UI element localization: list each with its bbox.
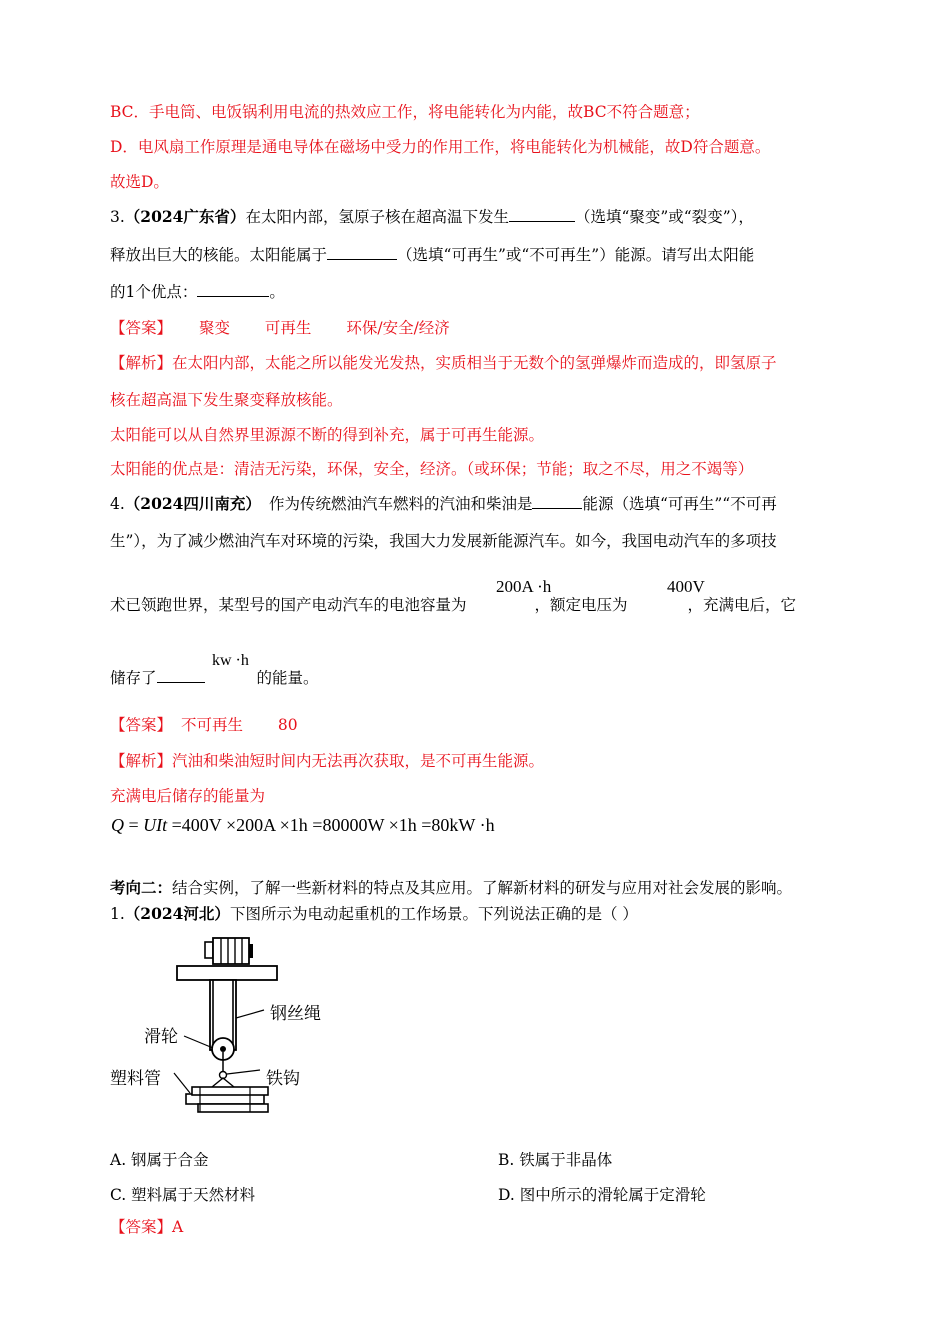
label-hook: 铁钩 [266, 1069, 300, 1089]
label-pulley: 滑轮 [144, 1027, 178, 1047]
crane-beam [177, 966, 277, 980]
q4-text: 能源（选填“可再生”“不可再 [582, 495, 777, 513]
q3-blank-1[interactable] [509, 207, 575, 222]
q4-text: 术已领跑世界，某型号的国产电动汽车的电池容量为 [110, 596, 467, 614]
analysis-tag: 【解析】 [110, 354, 173, 372]
q3-answer-1: 聚变 [198, 319, 230, 337]
q3-answer-3: 环保/安全/经济 [346, 319, 450, 337]
q3-analysis-2: 核在超高温下发生聚变释放核能。 [110, 391, 343, 409]
label-pipe: 塑料管 [110, 1069, 161, 1089]
q4-blank-1[interactable] [532, 494, 582, 509]
formula-q: Q [111, 815, 124, 835]
answer-tag: 【答案】 [110, 1218, 173, 1236]
q3-source: （2024广东省） [124, 207, 246, 226]
q1-line-1 [110, 904, 638, 924]
q3-text: 。 [269, 283, 285, 301]
q3-text: （选填“聚变”或“裂变”）， [574, 208, 754, 226]
q3-line-1 [110, 207, 754, 227]
crane-figure [100, 930, 350, 1120]
q4-answer-2: 80 [277, 716, 298, 734]
section2-text: 结合实例，了解一些新材料的特点及其应用。了解新材料的研发与应用对社会发展的影响。 [172, 879, 793, 897]
analysis-line-bc: BC．手电筒、电饭锅利用电流的热效应工作，将电能转化为内能，故BC不符合题意； [110, 103, 700, 121]
q4-number: 4. [110, 495, 125, 513]
q4-line-1 [110, 494, 777, 514]
label-rope: 钢丝绳 [270, 1004, 321, 1024]
option-d[interactable]: D. 图中所示的滑轮属于定滑轮 [498, 1186, 706, 1204]
q1-answer [110, 1217, 183, 1237]
option-c[interactable]: C. 塑料属于天然材料 [110, 1186, 256, 1204]
q4-text: ，额定电压为 [534, 596, 628, 614]
formula-uit: UIt [143, 815, 168, 835]
q4-text: ，充满电后，它 [687, 596, 797, 614]
analysis-tag: 【解析】 [110, 752, 173, 770]
q3-line-3 [110, 282, 285, 302]
analysis-line-d: D．电风扇工作原理是通电导体在磁场中受力的作用工作，将电能转化为机械能，故D符合题意。 [110, 138, 771, 156]
q1-number: 1. [110, 905, 125, 923]
q3-text: 在太阳内部，氢原子核在超高温下发生 [245, 208, 509, 226]
q3-line-2 [110, 245, 754, 265]
q4-source: （2024四川南充） [124, 494, 261, 513]
q1-answer-value: A [172, 1218, 184, 1236]
q4-analysis-2: 充满电后储存的能量为 [110, 787, 266, 805]
q4-answer-1: 不可再生 [180, 716, 243, 734]
section2-title: 考向二： [110, 878, 173, 897]
formula-rest: =400V ×200A ×1h =80000W ×1h =80kW ·h [171, 815, 495, 835]
q4-voltage: 400V [667, 577, 705, 596]
option-a[interactable]: A. 钢属于合金 [110, 1151, 209, 1169]
q4-formula: Q = UIt =400V ×200A ×1h =80000W ×1h =80kW ·h [111, 815, 495, 835]
q1-stem: 下图所示为电动起重机的工作场景。下列说法正确的是（ ） [229, 905, 638, 923]
q4-answer [110, 715, 298, 735]
q3-analysis-1 [110, 353, 777, 373]
motor-icon [205, 938, 253, 964]
section2-heading [110, 878, 792, 898]
q3-answer [110, 318, 450, 338]
q3-blank-3[interactable] [197, 282, 269, 297]
q4-line-4 [110, 668, 319, 688]
q3-blank-2[interactable] [327, 245, 397, 260]
q4-unit: kw ·h [212, 652, 249, 669]
analysis-text: 在太阳内部，太能之所以能发光发热，实质相当于无数个的氢弹爆炸而造成的，即氢原子 [172, 354, 777, 372]
q4-blank-2[interactable] [157, 668, 205, 683]
answer-tag: 【答案】 [110, 716, 173, 734]
q4-line-2: 生”），为了减少燃油汽车对环境的污染，我国大力发展新能源汽车。如今，我国电动汽车的多项技 [110, 532, 777, 550]
plastic-pipe-icon [186, 1087, 268, 1112]
answer-tag: 【答案】 [110, 319, 173, 337]
q3-text: （选填“可再生”或“不可再生”）能源。请写出太阳能 [397, 246, 755, 264]
q1-source: （2024河北） [124, 904, 230, 923]
q3-number: 3. [110, 208, 125, 226]
q4-capacity: 200A ·h [496, 577, 552, 596]
q4-text: 的能量。 [256, 669, 319, 687]
q3-answer-2: 可再生 [264, 319, 312, 337]
q4-text: 储存了 [110, 669, 157, 687]
q4-analysis-1 [110, 751, 544, 771]
q3-analysis-4: 太阳能的优点是：清洁无污染，环保，安全，经济。（或环保；节能；取之不尽，用之不竭等） [110, 460, 754, 478]
option-b[interactable]: B. 铁属于非晶体 [498, 1151, 613, 1169]
q3-text: 释放出巨大的核能。太阳能属于 [110, 246, 328, 264]
q4-line-3 [110, 595, 796, 615]
q4-text: 作为传统燃油汽车燃料的汽油和柴油是 [268, 495, 533, 513]
analysis-text: 汽油和柴油短时间内无法再次获取，是不可再生能源。 [172, 752, 545, 770]
analysis-choose: 故选D。 [110, 173, 169, 191]
q3-text: 的1个优点： [110, 283, 198, 301]
q3-analysis-3: 太阳能可以从自然界里源源不断的得到补充，属于可再生能源。 [110, 426, 545, 444]
